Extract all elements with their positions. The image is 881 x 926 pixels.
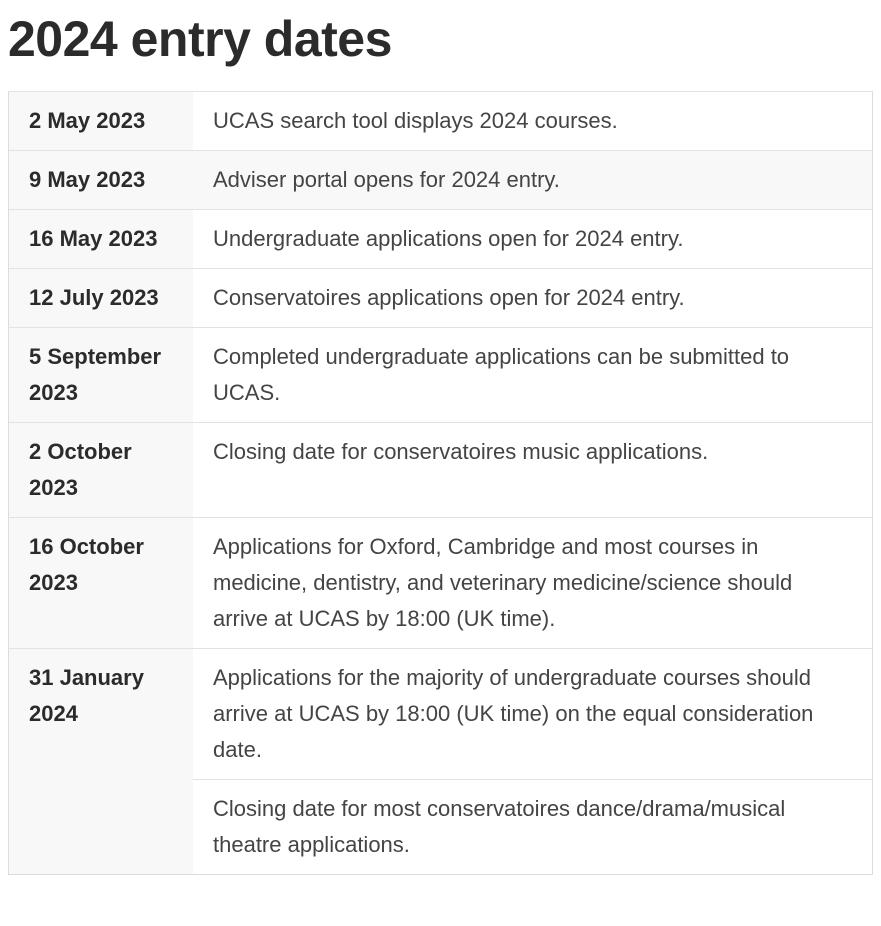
table-row: [9, 269, 873, 328]
event-description: Adviser portal opens for 2024 entry.: [193, 151, 873, 210]
event-description: Closing date for most conservatoires dance/drama/musical theatre applications.: [193, 780, 873, 875]
page-title: 2024 entry dates: [8, 11, 392, 67]
event-description: Applications for the majority of undergraduate courses should arrive at UCAS by 18:00 (UK time) on the equal consideration date.: [193, 649, 873, 780]
date-cell: 5 September 2023: [9, 328, 194, 423]
event-description: Undergraduate applications open for 2024 entry.: [193, 210, 873, 269]
table-row: [9, 518, 873, 649]
table-row: [9, 210, 873, 269]
table-row: [9, 151, 873, 210]
table-row: [9, 328, 873, 423]
date-cell: 16 May 2023: [9, 210, 194, 269]
table-row: [9, 649, 873, 780]
event-description: Closing date for conservatoires music applications.: [193, 423, 873, 518]
event-description: Completed undergraduate applications can be submitted to UCAS.: [193, 328, 873, 423]
table-row: [9, 92, 873, 151]
date-cell: 31 January 2024: [9, 649, 194, 875]
entry-dates-table: [8, 91, 873, 875]
date-cell: 9 May 2023: [9, 151, 194, 210]
event-description: UCAS search tool displays 2024 courses.: [193, 92, 873, 151]
table-row: [9, 423, 873, 518]
event-description: Applications for Oxford, Cambridge and most courses in medicine, dentistry, and veterinary medicine/science should arrive at UCAS by 18:00 (UK time).: [193, 518, 873, 649]
date-cell: 16 October 2023: [9, 518, 194, 649]
date-cell: 2 October 2023: [9, 423, 194, 518]
event-description: Conservatoires applications open for 2024 entry.: [193, 269, 873, 328]
date-cell: 2 May 2023: [9, 92, 194, 151]
date-cell: 12 July 2023: [9, 269, 194, 328]
